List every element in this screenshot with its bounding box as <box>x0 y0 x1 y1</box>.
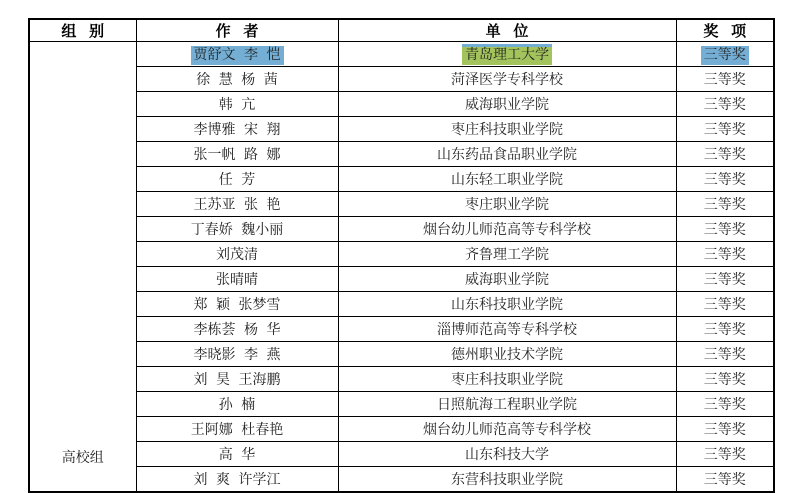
author-cell[interactable]: 李博雅 宋 翔 <box>136 117 338 142</box>
organization-cell[interactable]: 德州职业技术学院 <box>338 342 676 367</box>
group-cell[interactable] <box>29 42 136 493</box>
award-cell[interactable]: 三等奖 <box>676 342 774 367</box>
header-row <box>29 19 774 42</box>
author-cell[interactable]: 刘 昊 王海鹏 <box>136 367 338 392</box>
table-row <box>29 192 774 217</box>
header-authors: 作 者 <box>136 19 338 42</box>
selected-award-text: 三等奖 <box>701 46 749 65</box>
table-row <box>29 342 774 367</box>
award-cell[interactable]: 三等奖 <box>676 67 774 92</box>
author-cell[interactable]: 李晓影 李 燕 <box>136 342 338 367</box>
author-cell[interactable]: 高 华 <box>136 442 338 467</box>
table-row <box>29 392 774 417</box>
organization-cell[interactable]: 山东药品食品职业学院 <box>338 142 676 167</box>
author-cell[interactable]: 刘茂清 <box>136 242 338 267</box>
table-row <box>29 142 774 167</box>
organization-cell[interactable]: 日照航海工程职业学院 <box>338 392 676 417</box>
award-cell[interactable]: 三等奖 <box>676 367 774 392</box>
organization-cell[interactable]: 菏泽医学专科学校 <box>338 67 676 92</box>
organization-cell[interactable]: 枣庄职业学院 <box>338 192 676 217</box>
award-cell[interactable]: 三等奖 <box>676 192 774 217</box>
award-cell[interactable]: 三等奖 <box>676 217 774 242</box>
award-cell[interactable]: 三等奖 <box>676 167 774 192</box>
author-cell[interactable]: 孙 楠 <box>136 392 338 417</box>
award-cell[interactable]: 三等奖 <box>676 442 774 467</box>
author-cell[interactable]: 韩 亢 <box>136 92 338 117</box>
organization-cell[interactable] <box>338 42 676 67</box>
author-cell[interactable]: 丁春娇 魏小丽 <box>136 217 338 242</box>
author-cell[interactable]: 王阿娜 杜春艳 <box>136 417 338 442</box>
award-cell[interactable]: 三等奖 <box>676 317 774 342</box>
table-row <box>29 292 774 317</box>
table-row-selected <box>29 42 774 67</box>
table-row <box>29 442 774 467</box>
award-cell[interactable]: 三等奖 <box>676 467 774 493</box>
table-row <box>29 267 774 292</box>
organization-cell[interactable]: 淄博师范高等专科学校 <box>338 317 676 342</box>
organization-cell[interactable]: 山东科技职业学院 <box>338 292 676 317</box>
table-row <box>29 167 774 192</box>
organization-cell[interactable]: 枣庄科技职业学院 <box>338 367 676 392</box>
author-cell[interactable]: 李栋荟 杨 华 <box>136 317 338 342</box>
table-row <box>29 317 774 342</box>
award-cell[interactable] <box>676 42 774 67</box>
award-cell[interactable]: 三等奖 <box>676 117 774 142</box>
table-row <box>29 92 774 117</box>
award-cell[interactable]: 三等奖 <box>676 267 774 292</box>
table-row <box>29 367 774 392</box>
table-row <box>29 242 774 267</box>
organization-cell[interactable]: 烟台幼儿师范高等专科学校 <box>338 417 676 442</box>
award-cell[interactable]: 三等奖 <box>676 292 774 317</box>
table-row <box>29 417 774 442</box>
header-group: 组 别 <box>29 19 136 42</box>
author-cell[interactable] <box>136 42 338 67</box>
award-cell[interactable]: 三等奖 <box>676 242 774 267</box>
author-cell[interactable]: 徐 慧 杨 茜 <box>136 67 338 92</box>
organization-cell[interactable]: 东营科技职业学院 <box>338 467 676 493</box>
organization-cell[interactable]: 齐鲁理工学院 <box>338 242 676 267</box>
award-cell[interactable]: 三等奖 <box>676 392 774 417</box>
organization-cell[interactable]: 威海职业学院 <box>338 92 676 117</box>
organization-cell[interactable]: 威海职业学院 <box>338 267 676 292</box>
author-cell[interactable]: 任 芳 <box>136 167 338 192</box>
award-cell[interactable]: 三等奖 <box>676 417 774 442</box>
author-cell[interactable]: 刘 爽 许学江 <box>136 467 338 493</box>
header-award: 奖 项 <box>676 19 774 42</box>
highlighted-organization-text: 青岛理工大学 <box>462 47 552 65</box>
organization-cell[interactable]: 山东轻工职业学院 <box>338 167 676 192</box>
awards-table <box>28 18 775 493</box>
table-row <box>29 217 774 242</box>
table-row <box>29 67 774 92</box>
header-organization: 单 位 <box>338 19 676 42</box>
author-cell[interactable]: 张一帆 路 娜 <box>136 142 338 167</box>
group-label: 高校组 <box>61 451 104 466</box>
author-cell[interactable]: 王苏亚 张 艳 <box>136 192 338 217</box>
selected-author-text: 贾舒文 李 恺 <box>191 46 284 65</box>
organization-cell[interactable]: 山东科技大学 <box>338 442 676 467</box>
table-row <box>29 467 774 493</box>
organization-cell[interactable]: 枣庄科技职业学院 <box>338 117 676 142</box>
author-cell[interactable]: 张晴晴 <box>136 267 338 292</box>
organization-cell[interactable]: 烟台幼儿师范高等专科学校 <box>338 217 676 242</box>
table-row <box>29 117 774 142</box>
award-cell[interactable]: 三等奖 <box>676 142 774 167</box>
award-cell[interactable]: 三等奖 <box>676 92 774 117</box>
author-cell[interactable]: 郑 颖 张梦雪 <box>136 292 338 317</box>
